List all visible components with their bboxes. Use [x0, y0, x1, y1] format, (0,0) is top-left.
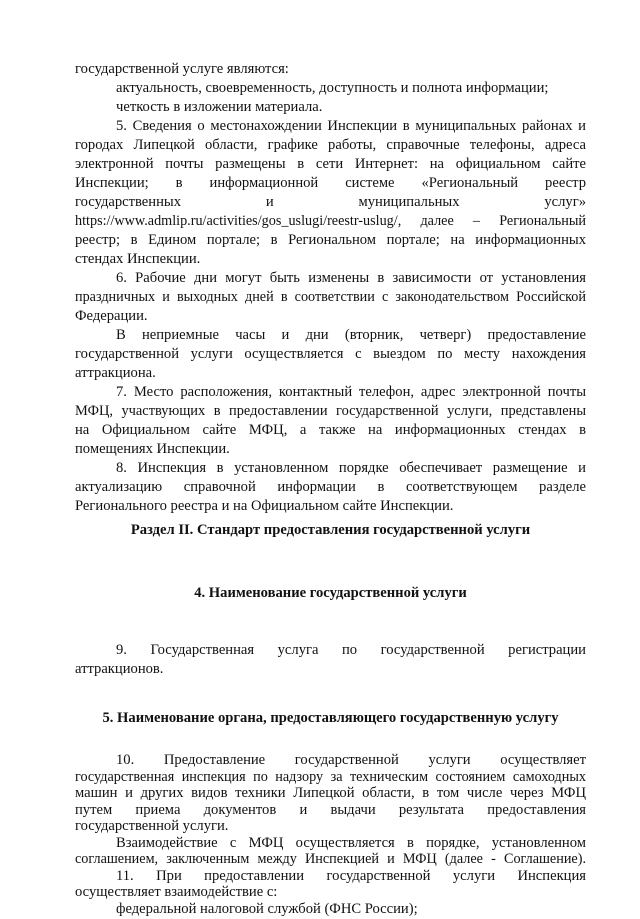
paragraph-7-line: 7. Место расположения, контактный телефон, адрес электронной почты — [116, 384, 586, 400]
text-line: четкость в изложении материала. — [116, 99, 323, 115]
paragraph-5-line: 5. Сведения о местонахождении Инспекции в муниципальных районах и — [116, 118, 586, 134]
text-line: государственной услуге являются: — [75, 61, 289, 77]
paragraph-line: Взаимодействие с МФЦ осуществляется в порядке, установленном — [116, 834, 586, 851]
paragraph-9-line: 9. Государственная услуга по государственной регистрации — [116, 642, 586, 658]
paragraph-10-line: 10. Предоставление государственной услуги осуществляет — [116, 752, 586, 768]
paragraph-5-line: Инспекции; в информационной системе «Региональный реестр — [75, 175, 586, 191]
subsection-heading: 4. Наименование государственной услуги — [194, 585, 467, 601]
paragraph-10-line: государственная инспекция по надзору за техническим состоянием самоходных — [75, 768, 586, 785]
paragraph-8-line: 8. Инспекция в установленном порядке обеспечивает размещение и — [116, 460, 586, 476]
paragraph-5-line: https://www.admlip.ru/activities/gos_uslugi/reestr-uslug/, далее – Региональный — [75, 213, 586, 229]
paragraph-6-line: Федерации. — [75, 308, 148, 324]
paragraph-line: В неприемные часы и дни (вторник, четверг) предоставление — [116, 327, 586, 343]
paragraph-6-line: праздничных и выходных дней в соответствии с законодательством Российской — [75, 289, 586, 305]
paragraph-11-line: федеральной налоговой службой (ФНС России); — [116, 900, 418, 917]
paragraph-10-line: государственной услуги. — [75, 818, 229, 834]
paragraph-10-line: путем приема документов и выдачи результата предоставления — [75, 801, 586, 818]
paragraph-11-line: 11. При предоставлении государственной услуги Инспекция — [116, 867, 586, 884]
paragraph-line: соглашением, заключенным между Инспекцией и МФЦ (далее - Соглашение). — [75, 851, 586, 867]
paragraph-11-line: осуществляет взаимодействие с: — [75, 884, 278, 900]
paragraph-9-line: аттракционов. — [75, 661, 164, 677]
paragraph-line: государственной услуги осуществляется с выездом по месту нахождения — [75, 346, 586, 362]
paragraph-5-line: электронной почты размещены в сети Интернет: на официальном сайте — [75, 156, 586, 172]
paragraph-10-line: машин и других видов техники Липецкой области, в том числе через МФЦ — [75, 785, 586, 801]
paragraph-5-line: городах Липецкой области, графике работы, справочные телефоны, адреса — [75, 137, 586, 153]
section-heading: Раздел II. Стандарт предоставления государственной услуги — [130, 522, 531, 538]
paragraph-7-line: помещениях Инспекции. — [75, 441, 230, 457]
paragraph-7-line: МФЦ, участвующих в предоставлении государственной услуги, представлены — [75, 403, 586, 419]
paragraph-line: аттракциона. — [75, 365, 156, 381]
paragraph-5-line: государственных и муниципальных услуг» — [75, 194, 586, 210]
paragraph-8-line: Регионального реестра и на Официальном сайте Инспекции. — [75, 498, 454, 514]
paragraph-6-line: 6. Рабочие дни могут быть изменены в зависимости от установления — [116, 270, 586, 286]
subsection-heading: 5. Наименование органа, предоставляющего государственную услугу — [102, 710, 559, 726]
paragraph-5-line: стендах Инспекции. — [75, 251, 201, 267]
paragraph-5-line: реестр; в Едином портале; в Региональном портале; на информационных — [75, 232, 586, 248]
text-line: актуальность, своевременность, доступность и полнота информации; — [116, 80, 549, 96]
paragraph-7-line: на Официальном сайте МФЦ, а также на информационных стендах в — [75, 422, 586, 438]
paragraph-8-line: актуализацию справочной информации в соответствующем разделе — [75, 479, 586, 495]
